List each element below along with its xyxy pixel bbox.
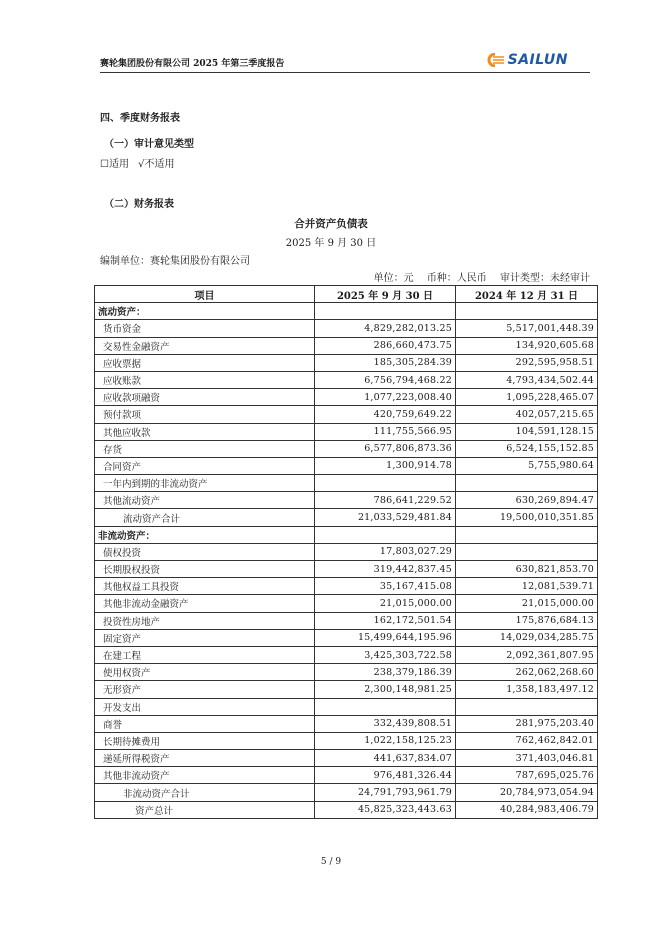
value-current: 162,172,501.54 <box>315 612 456 629</box>
value-prior: 20,784,973,054.94 <box>456 784 598 801</box>
value-current: 45,825,323,443.63 <box>315 801 456 818</box>
value-prior: 630,269,894.47 <box>456 492 598 509</box>
compiler-line: 编制单位：赛轮集团股份有限公司 <box>100 256 250 267</box>
table-row <box>95 526 598 543</box>
value-current: 286,660,473.75 <box>315 337 456 354</box>
audit-type-label: 审计类型：未经审计 <box>500 273 590 284</box>
row-label: 投资性房地产 <box>95 612 315 629</box>
table-row <box>95 629 598 646</box>
row-label: 长期股权投资 <box>95 561 315 578</box>
report-title: 赛轮集团股份有限公司 2025 年第三季度报告 <box>100 59 285 69</box>
row-label: 其他非流动资产 <box>95 767 315 784</box>
row-label: 非流动资产： <box>95 526 315 543</box>
value-prior: 175,876,684.13 <box>456 612 598 629</box>
value-current: 441,637,834.07 <box>315 750 456 767</box>
row-label: 非流动资产合计 <box>95 784 315 801</box>
value-current: 6,577,806,873.36 <box>315 440 456 457</box>
value-prior: 4,793,434,502.44 <box>456 371 598 388</box>
column-header-prior: 2024 年 12 月 31 日 <box>456 286 598 303</box>
value-current: 24,791,793,961.79 <box>315 784 456 801</box>
applicable-option: ☐适用 <box>100 159 129 170</box>
value-current: 3,425,303,722.58 <box>315 646 456 663</box>
table-row <box>95 320 598 337</box>
table-row <box>95 767 598 784</box>
table-row <box>95 732 598 749</box>
table-row <box>95 475 598 492</box>
row-label: 其他流动资产 <box>95 492 315 509</box>
value-prior: 12,081,539.71 <box>456 578 598 595</box>
table-row <box>95 784 598 801</box>
balance-sheet-table <box>94 285 598 819</box>
value-current: 15,499,644,195.96 <box>315 629 456 646</box>
row-label: 开发支出 <box>95 698 315 715</box>
value-current: 17,803,027.29 <box>315 543 456 560</box>
table-row <box>95 578 598 595</box>
table-row <box>95 664 598 681</box>
value-prior: 19,500,010,351.85 <box>456 509 598 526</box>
table-row <box>95 646 598 663</box>
table-row <box>95 389 598 406</box>
value-current: 21,015,000.00 <box>315 595 456 612</box>
table-row <box>95 698 598 715</box>
value-prior <box>456 543 598 560</box>
value-current: 1,300,914.78 <box>315 457 456 474</box>
row-label: 其他权益工具投资 <box>95 578 315 595</box>
value-current: 786,641,229.52 <box>315 492 456 509</box>
row-label: 流动资产合计 <box>95 509 315 526</box>
value-prior: 402,057,215.65 <box>456 406 598 423</box>
table-row <box>95 440 598 457</box>
table-row <box>95 681 598 698</box>
value-prior: 281,975,203.40 <box>456 715 598 732</box>
row-label: 其他应收款 <box>95 423 315 440</box>
unit-line <box>364 269 590 284</box>
value-prior: 371,403,046.81 <box>456 750 598 767</box>
table-row <box>95 457 598 474</box>
table-header-row <box>95 286 598 303</box>
row-label: 使用权资产 <box>95 664 315 681</box>
company-logo <box>484 52 568 68</box>
row-label: 交易性金融资产 <box>95 337 315 354</box>
table-row <box>95 337 598 354</box>
value-current <box>315 303 456 320</box>
table-row <box>95 423 598 440</box>
table-row <box>95 303 598 320</box>
row-label: 无形资产 <box>95 681 315 698</box>
value-prior: 1,358,183,497.12 <box>456 681 598 698</box>
row-label: 固定资产 <box>95 629 315 646</box>
unit-label: 单位：元 <box>373 273 414 284</box>
row-label: 应收票据 <box>95 354 315 371</box>
statement-title: 合并资产负债表 <box>294 218 368 230</box>
value-current: 2,300,148,981.25 <box>315 681 456 698</box>
value-current <box>315 698 456 715</box>
table-row <box>95 561 598 578</box>
row-label: 流动资产： <box>95 303 315 320</box>
row-label: 应收款项融资 <box>95 389 315 406</box>
row-label: 递延所得税资产 <box>95 750 315 767</box>
table-row <box>95 801 598 818</box>
table-row <box>95 750 598 767</box>
value-current: 238,379,186.39 <box>315 664 456 681</box>
value-prior: 6,524,155,152.85 <box>456 440 598 457</box>
table-row <box>95 595 598 612</box>
audit-opinion-heading: （一）审计意见类型 <box>104 139 194 150</box>
value-current: 1,077,223,008.40 <box>315 389 456 406</box>
column-header-item: 项目 <box>95 286 315 303</box>
value-current: 319,442,837.45 <box>315 561 456 578</box>
statements-heading: （二）财务报表 <box>104 199 174 210</box>
row-label: 在建工程 <box>95 646 315 663</box>
value-prior: 292,595,958.51 <box>456 354 598 371</box>
value-current: 111,755,566.95 <box>315 423 456 440</box>
value-current: 4,829,282,013.25 <box>315 320 456 337</box>
value-prior <box>456 303 598 320</box>
currency-label: 币种：人民币 <box>426 273 487 284</box>
value-prior: 2,092,361,807.95 <box>456 646 598 663</box>
value-prior: 14,029,034,285.75 <box>456 629 598 646</box>
value-prior <box>456 698 598 715</box>
value-prior: 787,695,025.76 <box>456 767 598 784</box>
row-label: 其他非流动金融资产 <box>95 595 315 612</box>
value-prior: 5,755,980.64 <box>456 457 598 474</box>
value-prior: 1,095,228,465.07 <box>456 389 598 406</box>
value-current: 35,167,415.08 <box>315 578 456 595</box>
page-header <box>100 52 590 73</box>
table-row <box>95 543 598 560</box>
page-number: 5 / 9 <box>320 857 342 867</box>
value-prior: 762,462,842.01 <box>456 732 598 749</box>
value-prior: 21,015,000.00 <box>456 595 598 612</box>
value-current <box>315 475 456 492</box>
value-current: 21,033,529,481.84 <box>315 509 456 526</box>
column-header-current: 2025 年 9 月 30 日 <box>315 286 456 303</box>
sailun-logo-icon <box>484 53 506 67</box>
row-label: 资产总计 <box>95 801 315 818</box>
value-prior: 630,821,853.70 <box>456 561 598 578</box>
value-current: 185,305,284.39 <box>315 354 456 371</box>
value-current: 332,439,808.51 <box>315 715 456 732</box>
value-current: 6,756,794,468.22 <box>315 371 456 388</box>
value-prior: 262,062,268.60 <box>456 664 598 681</box>
row-label: 货币资金 <box>95 320 315 337</box>
table-row <box>95 492 598 509</box>
value-prior <box>456 526 598 543</box>
row-label: 债权投资 <box>95 543 315 560</box>
value-prior: 104,591,128.15 <box>456 423 598 440</box>
row-label: 应收账款 <box>95 371 315 388</box>
section-heading: 四、季度财务报表 <box>100 113 180 124</box>
value-current: 1,022,158,125.23 <box>315 732 456 749</box>
value-prior <box>456 475 598 492</box>
logo-text: SAILUN <box>507 52 568 68</box>
table-row <box>95 406 598 423</box>
value-current: 976,481,326.44 <box>315 767 456 784</box>
row-label: 商誉 <box>95 715 315 732</box>
table-row <box>95 612 598 629</box>
row-label: 合同资产 <box>95 457 315 474</box>
row-label: 一年内到期的非流动资产 <box>95 475 315 492</box>
table-row <box>95 509 598 526</box>
row-label: 预付款项 <box>95 406 315 423</box>
table-row <box>95 715 598 732</box>
table-row <box>95 371 598 388</box>
statement-date: 2025 年 9 月 30 日 <box>285 238 377 249</box>
row-label: 长期待摊费用 <box>95 732 315 749</box>
value-current <box>315 526 456 543</box>
row-label: 存货 <box>95 440 315 457</box>
value-current: 420,759,649.22 <box>315 406 456 423</box>
table-row <box>95 354 598 371</box>
audit-opinion-options <box>100 155 181 170</box>
not-applicable-option: √不适用 <box>138 159 175 170</box>
value-prior: 5,517,001,448.39 <box>456 320 598 337</box>
value-prior: 134,920,605.68 <box>456 337 598 354</box>
value-prior: 40,284,983,406.79 <box>456 801 598 818</box>
